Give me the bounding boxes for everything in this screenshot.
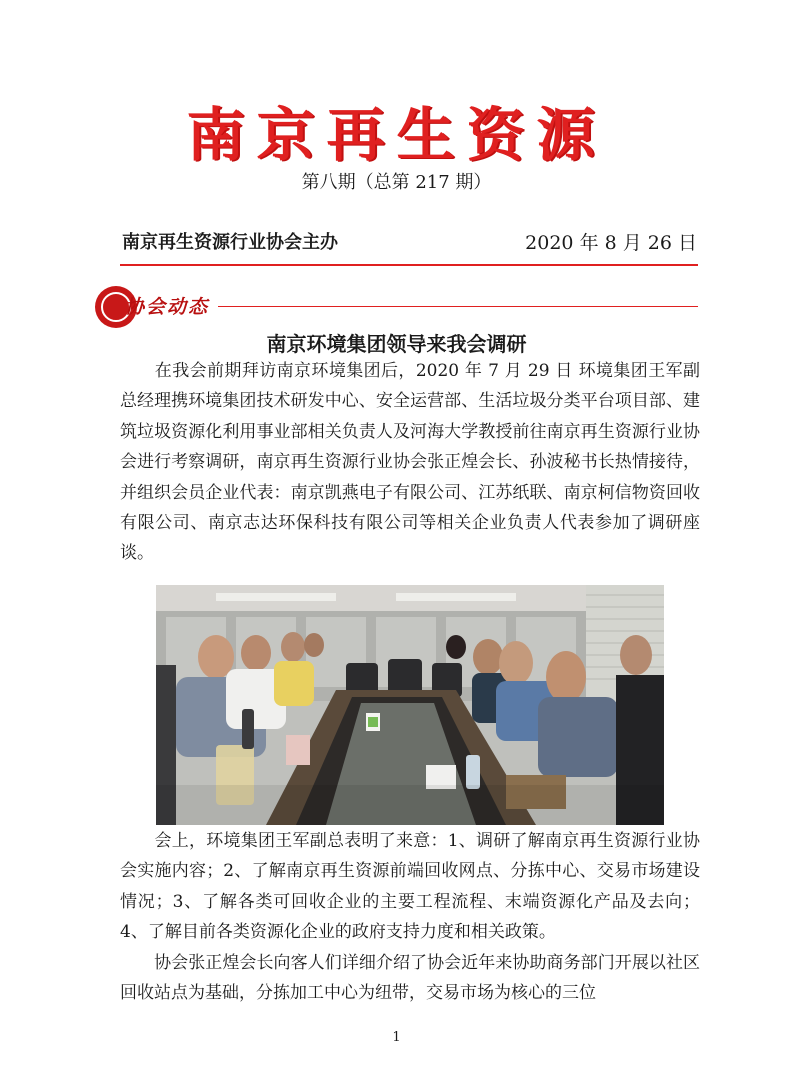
section-divider <box>218 306 698 307</box>
page-number: 1 <box>392 1030 401 1045</box>
section-title: 协会动态 <box>125 296 210 318</box>
publish-date: 2020 年 8 月 26 日 <box>525 232 697 254</box>
issue-number: 第八期（总第 217 期） <box>301 172 492 193</box>
article-title: 南京环境集团领导来我会调研 <box>266 332 527 356</box>
article-paragraph-1: 在我会前期拜访南京环境集团后，2020 年 7 月 29 日 环境集团王军副总经理携环境集团技术研发中心、安全运营部、生活垃圾分类平台项目部、建筑垃圾资源化利用事业部相关负责人及河海大学教授前往南京再生资源行业协会进行考察调研，南京再生资源行业协会张正煌会长、孙波秘书长热情接待，并组织会员企业代表：南京凯燕电子有限公司、江苏纸联、南京柯信物资回收有限公司、南京志达环保科技有限公司等相关企业负责人代表参加了调研座谈。 <box>120 361 700 564</box>
meeting-photo-illustration <box>156 585 664 825</box>
article-paragraph-3: 协会张正煌会长向客人们详细介绍了协会近年来协助商务部门开展以社区回收站点为基础，分拣加工中心为纽带，交易市场为核心的三位 <box>120 953 700 1004</box>
article-paragraph-2: 会上，环境集团王军副总表明了来意：1、调研了解南京再生资源行业协会实施内容；2、了解南京再生资源前端回收网点、分拣中心、交易市场建设情况；3、了解各类可回收企业的主要工程流程、末端资源化产品及去向；4、了解目前各类资源化企业的政府支持力度和相关政策。 <box>120 831 700 943</box>
meeting-photo <box>156 585 664 825</box>
organizer-label: 南京再生资源行业协会主办 <box>122 232 338 253</box>
header-divider <box>120 264 698 266</box>
masthead-title: 南京再生资源 <box>186 101 607 169</box>
